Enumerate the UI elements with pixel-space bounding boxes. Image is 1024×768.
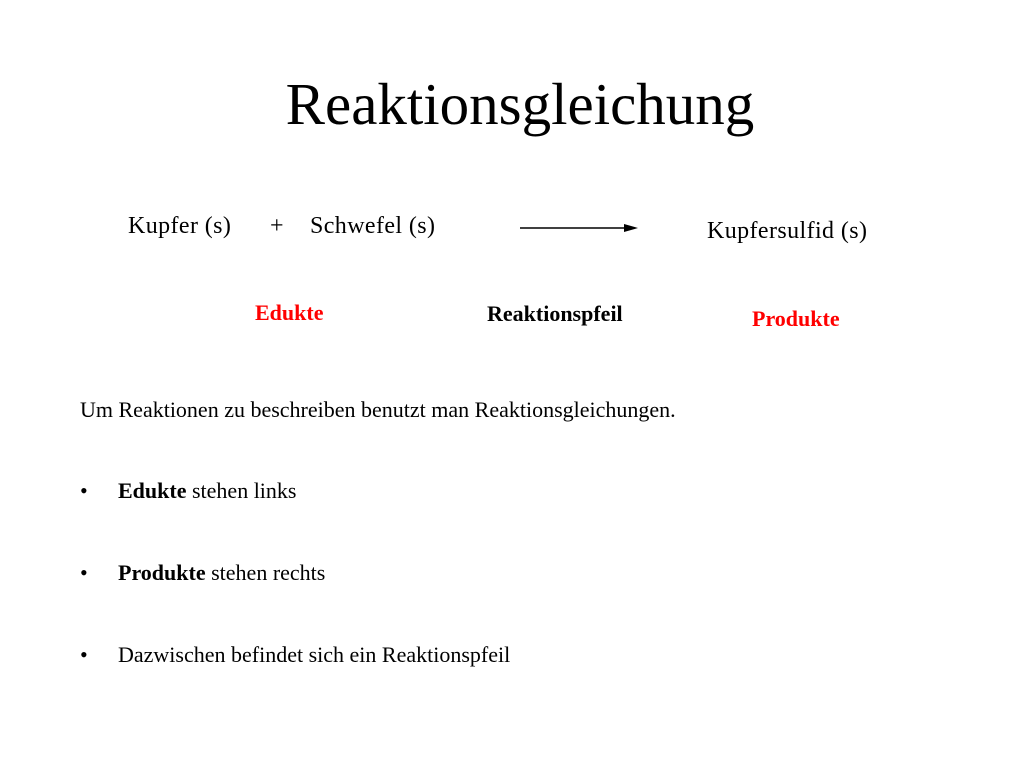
bullet-bold: Produkte	[118, 560, 206, 585]
bullet-marker: •	[80, 560, 88, 585]
label-educts: Edukte	[255, 300, 324, 325]
bullet-item-educts	[118, 477, 296, 505]
reactant-copper: Kupfer (s)	[128, 213, 232, 239]
bullet-rest: stehen rechts	[205, 560, 326, 585]
bullet-item-products	[118, 559, 325, 587]
bullet-rest: stehen links	[186, 478, 297, 503]
bullet-bold: Edukte	[118, 478, 187, 503]
bullet-item-arrow	[118, 641, 510, 669]
plus-sign: +	[270, 213, 284, 239]
bullet-marker: •	[80, 478, 88, 503]
slide-title: Reaktionsgleichung	[285, 71, 755, 137]
label-reaction-arrow: Reaktionspfeil	[487, 301, 623, 326]
label-products: Produkte	[752, 306, 840, 331]
intro-text: Um Reaktionen zu beschreiben benutzt man Reaktionsgleichungen.	[80, 397, 676, 422]
reaction-arrow-icon	[520, 220, 640, 236]
product-copper-sulfide: Kupfersulfid (s)	[707, 218, 868, 244]
bullet-marker: •	[80, 642, 88, 667]
reactant-sulfur: Schwefel (s)	[310, 213, 436, 239]
bullet-rest: Dazwischen befindet sich ein Reaktionspfeil	[118, 642, 511, 667]
